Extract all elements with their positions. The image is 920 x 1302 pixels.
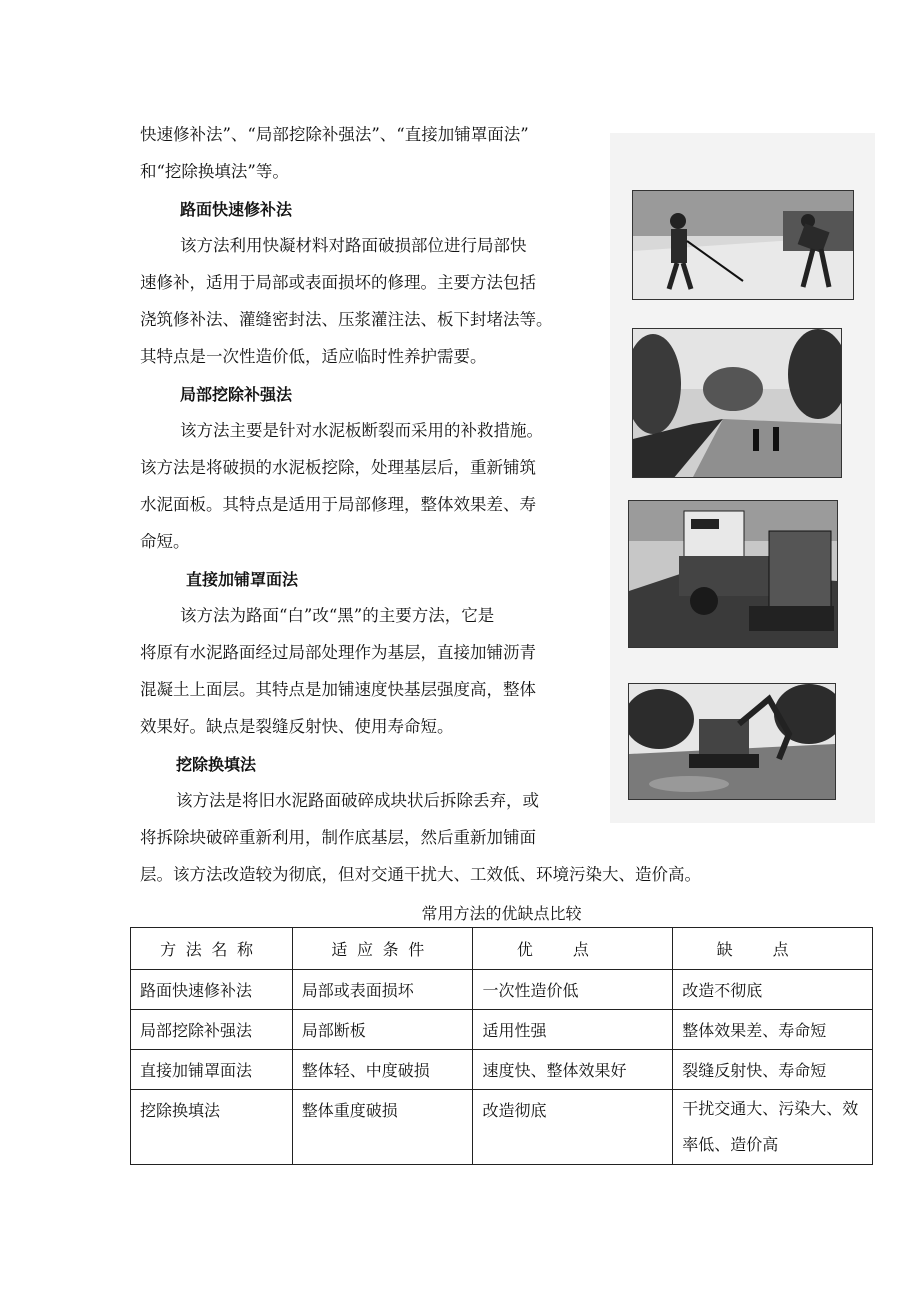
photo-roadside-repair-crew bbox=[632, 328, 842, 478]
comparison-table bbox=[130, 927, 873, 1165]
table-cell: 直接加铺罩面法 bbox=[131, 1050, 293, 1090]
paragraph-line: 混凝土上面层。其特点是加铺速度快基层强度高，整体 bbox=[140, 680, 536, 699]
paragraph-line: 其特点是一次性造价低，适应临时性养护需要。 bbox=[140, 347, 487, 366]
table-cell: 改造彻底 bbox=[473, 1090, 673, 1165]
paragraph-line: 该方法利用快凝材料对路面破损部位进行局部快 bbox=[180, 236, 527, 255]
table-cell: 改造不彻底 bbox=[673, 970, 873, 1010]
intro-line-1: 快速修补法”、“局部挖除补强法”、“直接加铺罩面法” bbox=[140, 125, 529, 144]
paragraph-line: 命短。 bbox=[140, 532, 190, 551]
paragraph-line: 效果好。缺点是裂缝反射快、使用寿命短。 bbox=[140, 717, 454, 736]
photo-excavator-breaking-pavement bbox=[628, 683, 836, 800]
paragraph-line: 该方法是将破损的水泥板挖除，处理基层后，重新铺筑 bbox=[140, 458, 536, 477]
section-heading-overlay: 直接加铺罩面法 bbox=[186, 570, 299, 589]
paragraph-line: 浇筑修补法、灌缝密封法、压浆灌注法、板下封堵法等。 bbox=[140, 310, 553, 329]
photo-asphalt-paver-roller bbox=[628, 500, 838, 648]
table-cell: 一次性造价低 bbox=[473, 970, 673, 1010]
section-heading-replacement: 挖除换填法 bbox=[176, 755, 257, 774]
section-heading-partial-excavation: 局部挖除补强法 bbox=[180, 385, 293, 404]
table-row bbox=[131, 1090, 873, 1165]
table-cell: 适用性强 bbox=[473, 1010, 673, 1050]
paragraph-line: 层。该方法改造较为彻底，但对交通干扰大、工效低、环境污染大、造价高。 bbox=[140, 865, 701, 884]
paragraph-line: 该方法为路面“白”改“黑”的主要方法，它是 bbox=[180, 606, 495, 625]
table-cell: 局部挖除补强法 bbox=[131, 1010, 293, 1050]
table-row bbox=[131, 970, 873, 1010]
paragraph-line: 该方法主要是针对水泥板断裂而采用的补救措施。 bbox=[180, 421, 543, 440]
table-cell: 裂缝反射快、寿命短 bbox=[673, 1050, 873, 1090]
table-cell: 挖除换填法 bbox=[131, 1090, 293, 1165]
table-cell: 局部或表面损坏 bbox=[292, 970, 473, 1010]
paragraph-line: 该方法是将旧水泥路面破碎成块状后拆除丢弃，或 bbox=[176, 791, 539, 810]
paragraph-line: 水泥面板。其特点是适用于局部修理，整体效果差、寿 bbox=[140, 495, 536, 514]
paragraph-line: 将拆除块破碎重新利用，制作底基层，然后重新加铺面 bbox=[140, 828, 536, 847]
header-advantage: 优点 bbox=[473, 928, 673, 970]
table-cell: 路面快速修补法 bbox=[131, 970, 293, 1010]
table-cell: 整体轻、中度破损 bbox=[292, 1050, 473, 1090]
header-disadvantage: 缺点 bbox=[673, 928, 873, 970]
table-caption: 常用方法的优缺点比较 bbox=[421, 904, 582, 923]
table-cell: 整体效果差、寿命短 bbox=[673, 1010, 873, 1050]
table-row bbox=[131, 1050, 873, 1090]
header-method: 方法名称 bbox=[131, 928, 293, 970]
paragraph-line: 速修补，适用于局部或表面损坏的修理。主要方法包括 bbox=[140, 273, 536, 292]
section-heading-quick-repair: 路面快速修补法 bbox=[180, 200, 293, 219]
table-row bbox=[131, 1010, 873, 1050]
table-header-row bbox=[131, 928, 873, 970]
intro-line-2: 和“挖除换填法”等。 bbox=[140, 162, 289, 181]
photo-column bbox=[610, 133, 875, 823]
header-condition: 适应条件 bbox=[292, 928, 473, 970]
table-cell: 速度快、整体效果好 bbox=[473, 1050, 673, 1090]
photo-workers-sealing-cracks bbox=[632, 190, 854, 300]
table-cell: 干扰交通大、污染大、效率低、造价高 bbox=[673, 1090, 873, 1165]
table-cell: 整体重度破损 bbox=[292, 1090, 473, 1165]
paragraph-line: 将原有水泥路面经过局部处理作为基层，直接加铺沥青 bbox=[140, 643, 536, 662]
table-cell: 局部断板 bbox=[292, 1010, 473, 1050]
